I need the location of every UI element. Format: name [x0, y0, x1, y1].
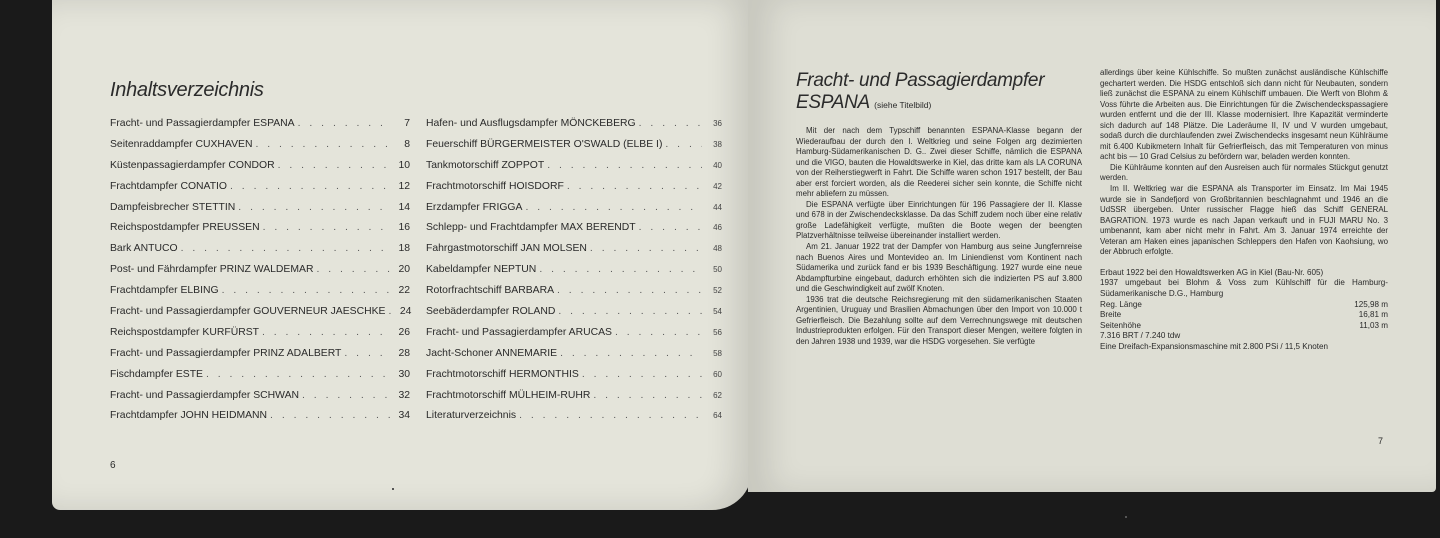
spec-length — [1100, 300, 1388, 311]
toc-entry-page: 42 — [713, 181, 722, 191]
toc-entry — [426, 285, 722, 306]
toc-entry-title: Dampfeisbrecher STETTIN — [110, 201, 236, 213]
toc-entry — [110, 306, 410, 327]
toc-entry — [110, 348, 410, 369]
toc-leader-dots — [295, 118, 390, 129]
toc-leader-dots — [516, 410, 702, 421]
article-title-line1: Fracht- und Passagierdampfer — [796, 70, 1045, 91]
toc-entry — [110, 181, 410, 202]
toc-leader-dots — [313, 264, 390, 275]
toc-leader-dots — [557, 348, 702, 359]
toc-entry-page: 52 — [713, 286, 722, 296]
toc-entry-page: 34 — [398, 410, 410, 422]
left-page — [52, 0, 752, 510]
toc-entry-title: Fracht- und Passagierdampfer GOUVERNEUR JAESCHKE — [110, 306, 386, 318]
toc-leader-dots — [636, 222, 702, 233]
toc-entry-title: Literaturverzeichnis — [426, 410, 517, 422]
article-title-note: (siehe Titelbild) — [874, 100, 932, 110]
toc-leader-dots — [203, 369, 390, 380]
toc-leader-dots — [219, 285, 390, 296]
spec-width — [1100, 310, 1388, 321]
toc-entry-title: Seitenraddampfer CUXHAVEN — [110, 138, 253, 150]
toc-entry-title: Tankmotorschiff ZOPPOT — [426, 159, 545, 171]
toc-entry — [426, 243, 722, 264]
toc-entry — [426, 390, 722, 411]
toc-entry — [110, 264, 410, 285]
toc-entry-page: 38 — [713, 139, 722, 149]
toc-entry-page: 44 — [713, 202, 722, 212]
article-paragraph: Am 21. Januar 1922 trat der Dampfer von Hamburg aus seine Jungfernreise nach Buenos Aires und Montevideo an. Im Liniendienst vom Kontinent nach Südamerika und zurück fand er bis 1939 Beschäftigung. 1927 wurde eine neue Abdampfturbine eingebaut, dadurch erhöhten sich die indizierten PS auf 3.800 und die Geschwindigkeit auf zwölf Knoten. — [796, 242, 1082, 294]
toc-entry-title: Reichspostdampfer PREUSSEN — [110, 222, 260, 234]
toc-leader-dots — [260, 222, 390, 233]
page-number: 6 — [110, 460, 116, 471]
toc-entry-title: Frachtdampfer JOHN HEIDMANN — [110, 410, 268, 422]
toc-leader-dots — [555, 306, 702, 317]
toc-entry-title: Feuerschiff BÜRGERMEISTER O'SWALD (ELBE I) — [426, 138, 663, 150]
spec-depth-label: Seitenhöhe — [1100, 320, 1141, 330]
toc-entry — [110, 160, 410, 181]
toc-entry — [426, 369, 722, 390]
toc-entry-page: 60 — [713, 369, 722, 379]
toc-entry — [426, 160, 722, 181]
toc-entry-page: 62 — [713, 390, 722, 400]
toc-entry-page: 10 — [398, 159, 410, 171]
article-paragraph: Die ESPANA verfügte über Einrichtungen für 196 Passagiere der II. Klasse und 678 in der Zwischendecksklasse. Da das Schiff zudem noch über eine relativ große Ladefähigkeit verfügte, mußten die Boote wegen der beengten Platzverhältnisse teilweise übereinander installiert werden. — [796, 199, 1082, 241]
spec-built: Erbaut 1922 bei den Howaldtswerken AG in Kiel (Bau-Nr. 605) — [1100, 267, 1324, 277]
toc-entry-page: 48 — [713, 244, 722, 254]
toc-entry-title: Frachtmotorschiff HOISDORF — [426, 180, 564, 192]
toc-leader-dots — [536, 264, 702, 275]
article-title-line2: ESPANA — [796, 92, 870, 113]
toc-entry-page: 24 — [399, 306, 412, 318]
toc-entry-page: 18 — [398, 243, 410, 255]
toc-entry — [110, 410, 410, 431]
toc-entry-title: Fracht- und Passagierdampfer ESPANA — [110, 118, 295, 129]
toc-entry-page: 20 — [398, 264, 410, 276]
toc-leader-dots — [178, 243, 390, 254]
toc-entry — [426, 306, 722, 327]
toc-entry-title: Bark ANTUCO — [110, 243, 178, 255]
toc-leader-dots — [544, 160, 702, 171]
toc-entry-page: 36 — [713, 119, 722, 128]
toc-column-right — [426, 118, 722, 431]
toc-entry-page: 22 — [398, 285, 410, 297]
toc-entry-page: 58 — [713, 348, 722, 358]
toc-entry — [426, 202, 722, 223]
toc-entry — [426, 118, 722, 139]
toc-entry — [110, 285, 410, 306]
toc-entry — [110, 202, 410, 223]
toc-entry-title: Seebäderdampfer ROLAND — [426, 306, 556, 318]
spec-depth — [1100, 321, 1388, 332]
toc-leader-dots — [590, 390, 702, 401]
article-paragraph: Im II. Weltkrieg war die ESPANA als Transporter im Einsatz. Im Mai 1945 wurde sie in Sandefjord von Großbritannien beschlagnahmt und 1946 an die UdSSR übergeben. Unter russischer Flagge hieß das Schiff GENERAL BAGRATION. 1973 wurde es nach Japan verkauft und in FUJI MARU No. 3 umbenannt, kam aber nicht mehr in Fahrt. Am 3. Januar 1974 erreichte der Veteran am Haken eines japanischen Schleppers den Hafen von Kaohsiung, wo der Abbruch erfolgte. — [1100, 184, 1388, 257]
toc-entry-page: 64 — [713, 411, 722, 421]
toc-entry-title: Fracht- und Passagierdampfer ARUCAS — [426, 326, 612, 338]
toc-column-left — [110, 118, 410, 431]
spec-tonnage: 7.316 BRT / 7.240 tdw — [1100, 331, 1181, 341]
toc-entry-title: Fahrgastmotorschiff JAN MOLSEN — [426, 243, 587, 255]
toc-entry — [110, 139, 410, 160]
article-paragraph: Die Kühlräume konnten auf den Ausreisen auch für normales Stückgut genutzt werden. — [1100, 162, 1388, 183]
toc-entry-page: 40 — [713, 160, 722, 170]
toc-entry-title: Post- und Fährdampfer PRINZ WALDEMAR — [110, 264, 314, 276]
toc-entry-title: Rotorfrachtschiff BARBARA — [426, 285, 555, 297]
toc-entry — [426, 222, 722, 243]
toc-entry — [426, 264, 722, 285]
toc-entry-title: Reichspostdampfer KURFÜRST — [110, 326, 259, 338]
toc-entry-page: 14 — [398, 201, 410, 213]
toc-leader-dots — [564, 181, 702, 192]
ship-specs — [1100, 268, 1388, 353]
toc-entry-page: 32 — [398, 389, 410, 401]
toc-entry — [110, 327, 410, 348]
toc-leader-dots — [227, 181, 390, 192]
toc-entry-page: 56 — [713, 327, 722, 337]
toc-entry-title: Frachtdampfer ELBING — [110, 285, 219, 297]
spec-depth-value: 11,03 m — [1359, 320, 1388, 330]
article-paragraph: 1936 trat die deutsche Reichsregierung mit den südamerikanischen Staaten Argentinien, Uruguay und Brasilien Abmachungen über den Import von 10.000 t Gefrierfleisch. Die Bezahlung sollte auf dem Verrechnungswege mit deutschen Industrieprodukten erfolgen. Für den Transport dieser Mengen, weitere folgten in den Jahren 1938 und 1939, war die HSDG vorgesehen. Sie verfügte — [796, 294, 1082, 346]
toc-entry-page: 30 — [398, 368, 410, 380]
toc-entry — [110, 243, 410, 264]
toc-entry-page: 54 — [713, 307, 722, 317]
toc-entry — [110, 369, 410, 390]
toc-entry-title: Fischdampfer ESTE — [110, 368, 203, 380]
toc-entry — [426, 410, 722, 431]
toc-leader-dots — [235, 202, 390, 213]
toc-entry-title: Fracht- und Passagierdampfer SCHWAN — [110, 389, 300, 401]
toc-leader-dots — [275, 160, 390, 171]
toc-leader-dots — [554, 285, 702, 296]
toc-leader-dots — [299, 390, 390, 401]
spec-length-value: 125,98 m — [1354, 299, 1388, 309]
toc-entry — [110, 118, 410, 139]
toc-entry-title: Frachtmotorschiff HERMONTHIS — [426, 368, 579, 380]
toc-leader-dots — [522, 202, 702, 213]
toc-entry-page: 50 — [713, 265, 722, 275]
toc-leader-dots — [587, 243, 702, 254]
toc-title: Inhaltsverzeichnis — [110, 79, 264, 102]
article-title — [796, 70, 1076, 116]
toc-leader-dots — [662, 139, 702, 150]
toc-leader-dots — [612, 327, 702, 338]
toc-entry-page: 46 — [713, 223, 722, 233]
toc-entry — [426, 139, 722, 160]
toc-leader-dots — [636, 118, 702, 129]
spec-width-value: 16,81 m — [1358, 310, 1388, 320]
toc-leader-dots — [341, 348, 390, 359]
toc-entry-title: Jacht-Schoner ANNEMARIE — [426, 347, 558, 359]
toc-leader-dots — [252, 139, 390, 150]
paper-speck — [1125, 516, 1127, 518]
toc-entry-title: Schlepp- und Frachtdampfer MAX BERENDT — [426, 222, 636, 234]
toc-entry-title: Fracht- und Passagierdampfer PRINZ ADALBERT — [110, 347, 342, 359]
toc-entry — [426, 181, 722, 202]
toc-entry-page: 28 — [398, 347, 410, 359]
spec-width-label: Breite — [1100, 310, 1122, 320]
paper-speck — [392, 488, 394, 490]
toc-entry — [110, 222, 410, 243]
toc-entry-title: Kabeldampfer NEPTUN — [426, 264, 537, 276]
toc-entry-title: Frachtdampfer CONATIO — [110, 180, 228, 192]
toc-entry-page: 26 — [398, 326, 410, 338]
toc-entry — [426, 327, 722, 348]
toc-leader-dots — [579, 369, 702, 380]
article-column-a — [796, 126, 1082, 347]
spec-engine: Eine Dreifach-Expansionsmaschine mit 2.800 PSi / 11,5 Knoten — [1100, 342, 1328, 351]
toc-entry-title: Hafen- und Ausflugsdampfer MÖNCKEBERG — [426, 118, 636, 129]
spec-length-label: Reg. Länge — [1100, 299, 1142, 309]
toc-entry-title: Erzdampfer FRIGGA — [426, 201, 523, 213]
spec-rebuilt: 1937 umgebaut bei Blohm & Voss zum Kühlschiff für die Hamburg-Südamerikanische D.G., Hamburg — [1100, 278, 1388, 299]
article-paragraph: Mit der nach dem Typschiff benannten ESPANA-Klasse begann der Wiederaufbau der durch den I. Weltkrieg und seine Folgen arg dezimierten Hamburg-Südamerikanischen D. G.. Zwei dieser Schiffe, nämlich die ESPANA und die VIGO, bauten die Howaldtswerke in Kiel, das dritte kam als LA CORUNA von der Reiherstiegwerft in Fahrt. Die Schiffe waren schon 1917 bestellt, der Bau aber erst forciert worden, als die Reederei sicher sein konnte, die Schiffe nicht mehr abliefern zu müssen. — [796, 126, 1082, 199]
toc-leader-dots — [259, 327, 390, 338]
page-number: 7 — [1378, 436, 1384, 446]
toc-entry — [426, 348, 722, 369]
article-column-b — [1100, 68, 1388, 353]
toc-entry-page: 12 — [398, 180, 410, 192]
toc-entry — [110, 390, 410, 411]
toc-entry-title: Küstenpassagierdampfer CONDOR — [110, 159, 275, 171]
toc-entry-page: 7 — [404, 118, 410, 129]
right-page — [748, 0, 1436, 492]
article-paragraph: allerdings über keine Kühlschiffe. So mußten zunächst ausländische Kühlschiffe gechartert werden. Die HSDG entschloß sich dann nicht für Neubauten, sondern ließ zunächst die ESPANA zu einem Kühlschiff umbauen. Die Werft von Blohm & Voss führte die Arbeiten aus. Die Einrichtungen für die Zwischendeckspassagiere wurden entfernt und die der III. Klasse modernisiert. Ihre Kapazität verminderte sich dadurch auf 148 Plätze. Die Laderäume II, IV und V wurden umgebaut, sodaß durch die durchlaufenden zwei Zwischendecks insgesamt neun Kühlräume mit 6.400 Kubikmetern Inhalt für Gefrierfleisch, das mit Temperaturen von minus acht bis — 10 Grad Celsius zu befördern war, beladen werden konnten. — [1100, 68, 1388, 162]
toc-leader-dots — [267, 410, 390, 421]
toc-entry-page: 8 — [404, 138, 410, 150]
toc-entry-title: Frachtmotorschiff MÜLHEIM-RUHR — [426, 389, 591, 401]
toc-entry-page: 16 — [398, 222, 410, 234]
